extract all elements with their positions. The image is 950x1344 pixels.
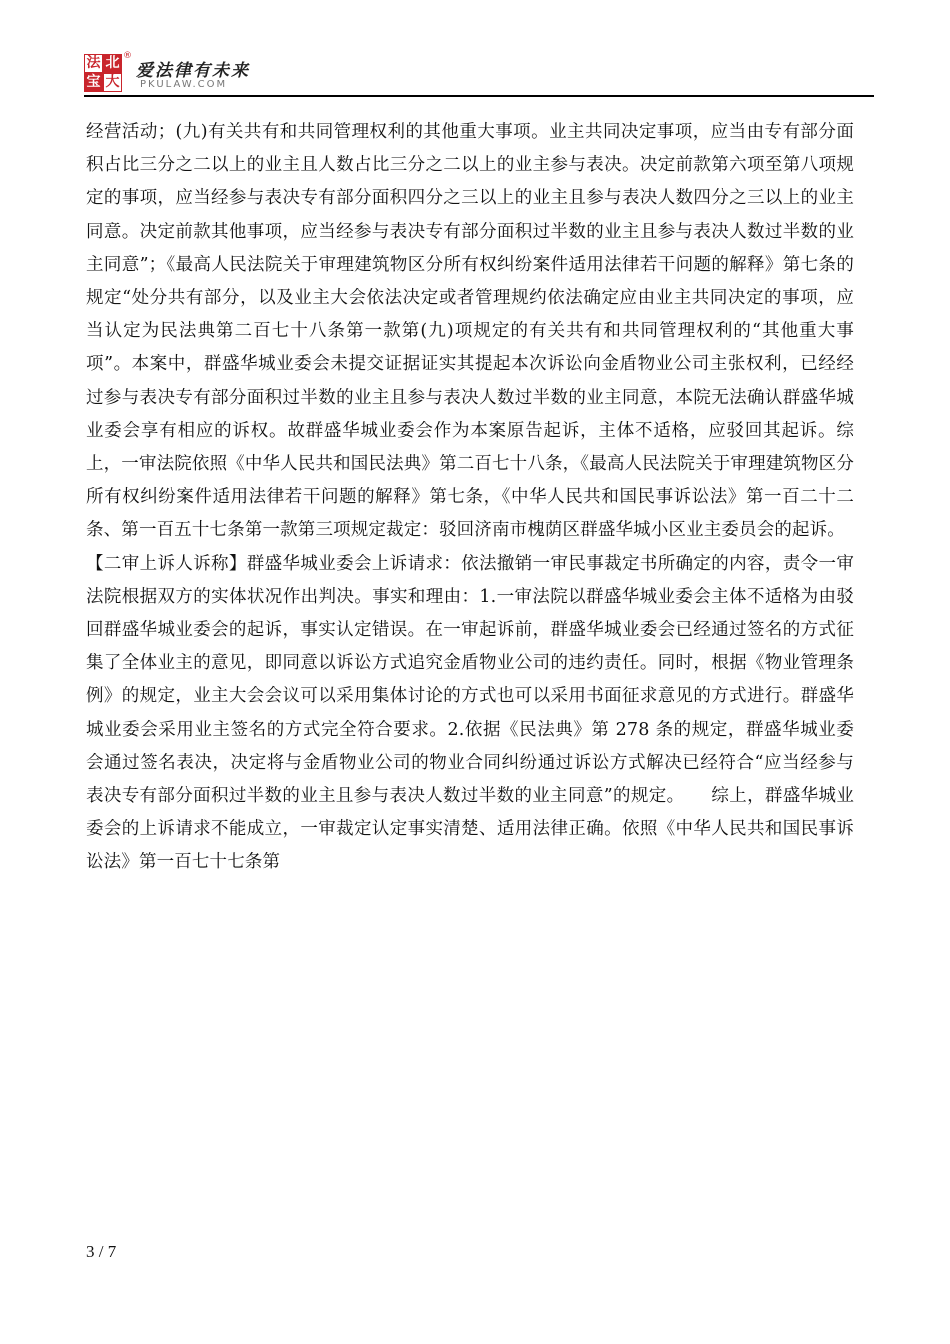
logo-site: PKULAW.COM bbox=[140, 79, 228, 90]
logo-seal-char: 宝 bbox=[84, 73, 103, 92]
page-number: 3 / 7 bbox=[86, 1242, 117, 1261]
registered-mark: ® bbox=[123, 51, 132, 61]
header-rule bbox=[84, 95, 874, 97]
page-header bbox=[84, 51, 874, 98]
logo-seal-char: 法 bbox=[84, 54, 103, 73]
pkulaw-logo bbox=[84, 54, 122, 92]
logo-seal-char: 北 bbox=[103, 54, 122, 73]
body-paragraph: 经营活动；(九)有关共有和共同管理权利的其他重大事项。业主共同决定事项，应当由专有部分面积占比三分之二以上的业主且人数占比三分之二以上的业主参与表决。决定前款第六项至第八项规定的事项，应当经参与表决专有部分面积四分之三以上的业主且参与表决人数四分之三以上的业主同意。决定前款其他事项，应当经参与表决专有部分面积过半数的业主且参与表决人数过半数的业主同意”；《最高人民法院关于审理建筑物区分所有权纠纷案件适用法律若干问题的解释》第七条的规定“处分共有部分，以及业主大会依法决定或者管理规约依法确定应由业主共同决定的事项，应当认定为民法典第二百七十八条第一款第(九)项规定的有关共有和共同管理权利的“其他重大事项”。本案中，群盛华城业委会未提交证据证实其提起本次诉讼向金盾物业公司主张权利，已经经过参与表决专有部分面积过半数的业主且参与表决人数过半数的业主同意，本院无法确认群盛华城业委会享有相应的诉权。故群盛华城业委会作为本案原告起诉，主体不适格，应驳回其起诉。综上，一审法院依照《中华人民共和国民法典》第二百七十八条，《最高人民法院关于审理建筑物区分所有权纠纷案件适用法律若干问题的解释》第七条，《中华人民共和国民事诉讼法》第一百二十二条、第一百五十七条第一款第三项规定裁定：驳回济南市槐荫区群盛华城小区业主委员会的起诉。 bbox=[86, 122, 854, 541]
document-body bbox=[86, 116, 854, 880]
logo-seal-char: 大 bbox=[103, 73, 122, 92]
logo-slogan: 爱法律有未来 bbox=[136, 61, 250, 81]
body-paragraph: 【二审上诉人诉称】群盛华城业委会上诉请求：依法撤销一审民事裁定书所确定的内容，责令一审法院根据双方的实体状况作出判决。事实和理由：1.一审法院以群盛华城业委会主体不适格为由驳回群盛华城业委会的起诉，事实认定错误。在一审起诉前，群盛华城业委会已经通过签名的方式征集了全体业主的意见，即同意以诉讼方式追究金盾物业公司的违约责任。同时，根据《物业管理条例》的规定，业主大会会议可以采用集体讨论的方式也可以采用书面征求意见的方式进行。群盛华城业委会采用业主签名的方式完全符合要求。2.依据《民法典》第 278 条的规定，群盛华城业委会通过签名表决，决定将与金盾物业公司的物业合同纠纷通过诉讼方式解决已经符合“应当经参与表决专有部分面积过半数的业主且参与表决人数过半数的业主同意”的规定。 综上，群盛华城业委会的上诉请求不能成立，一审裁定认定事实清楚、适用法律正确。依照《中华人民共和国民事诉讼法》第一百七十七条第 bbox=[86, 553, 854, 873]
